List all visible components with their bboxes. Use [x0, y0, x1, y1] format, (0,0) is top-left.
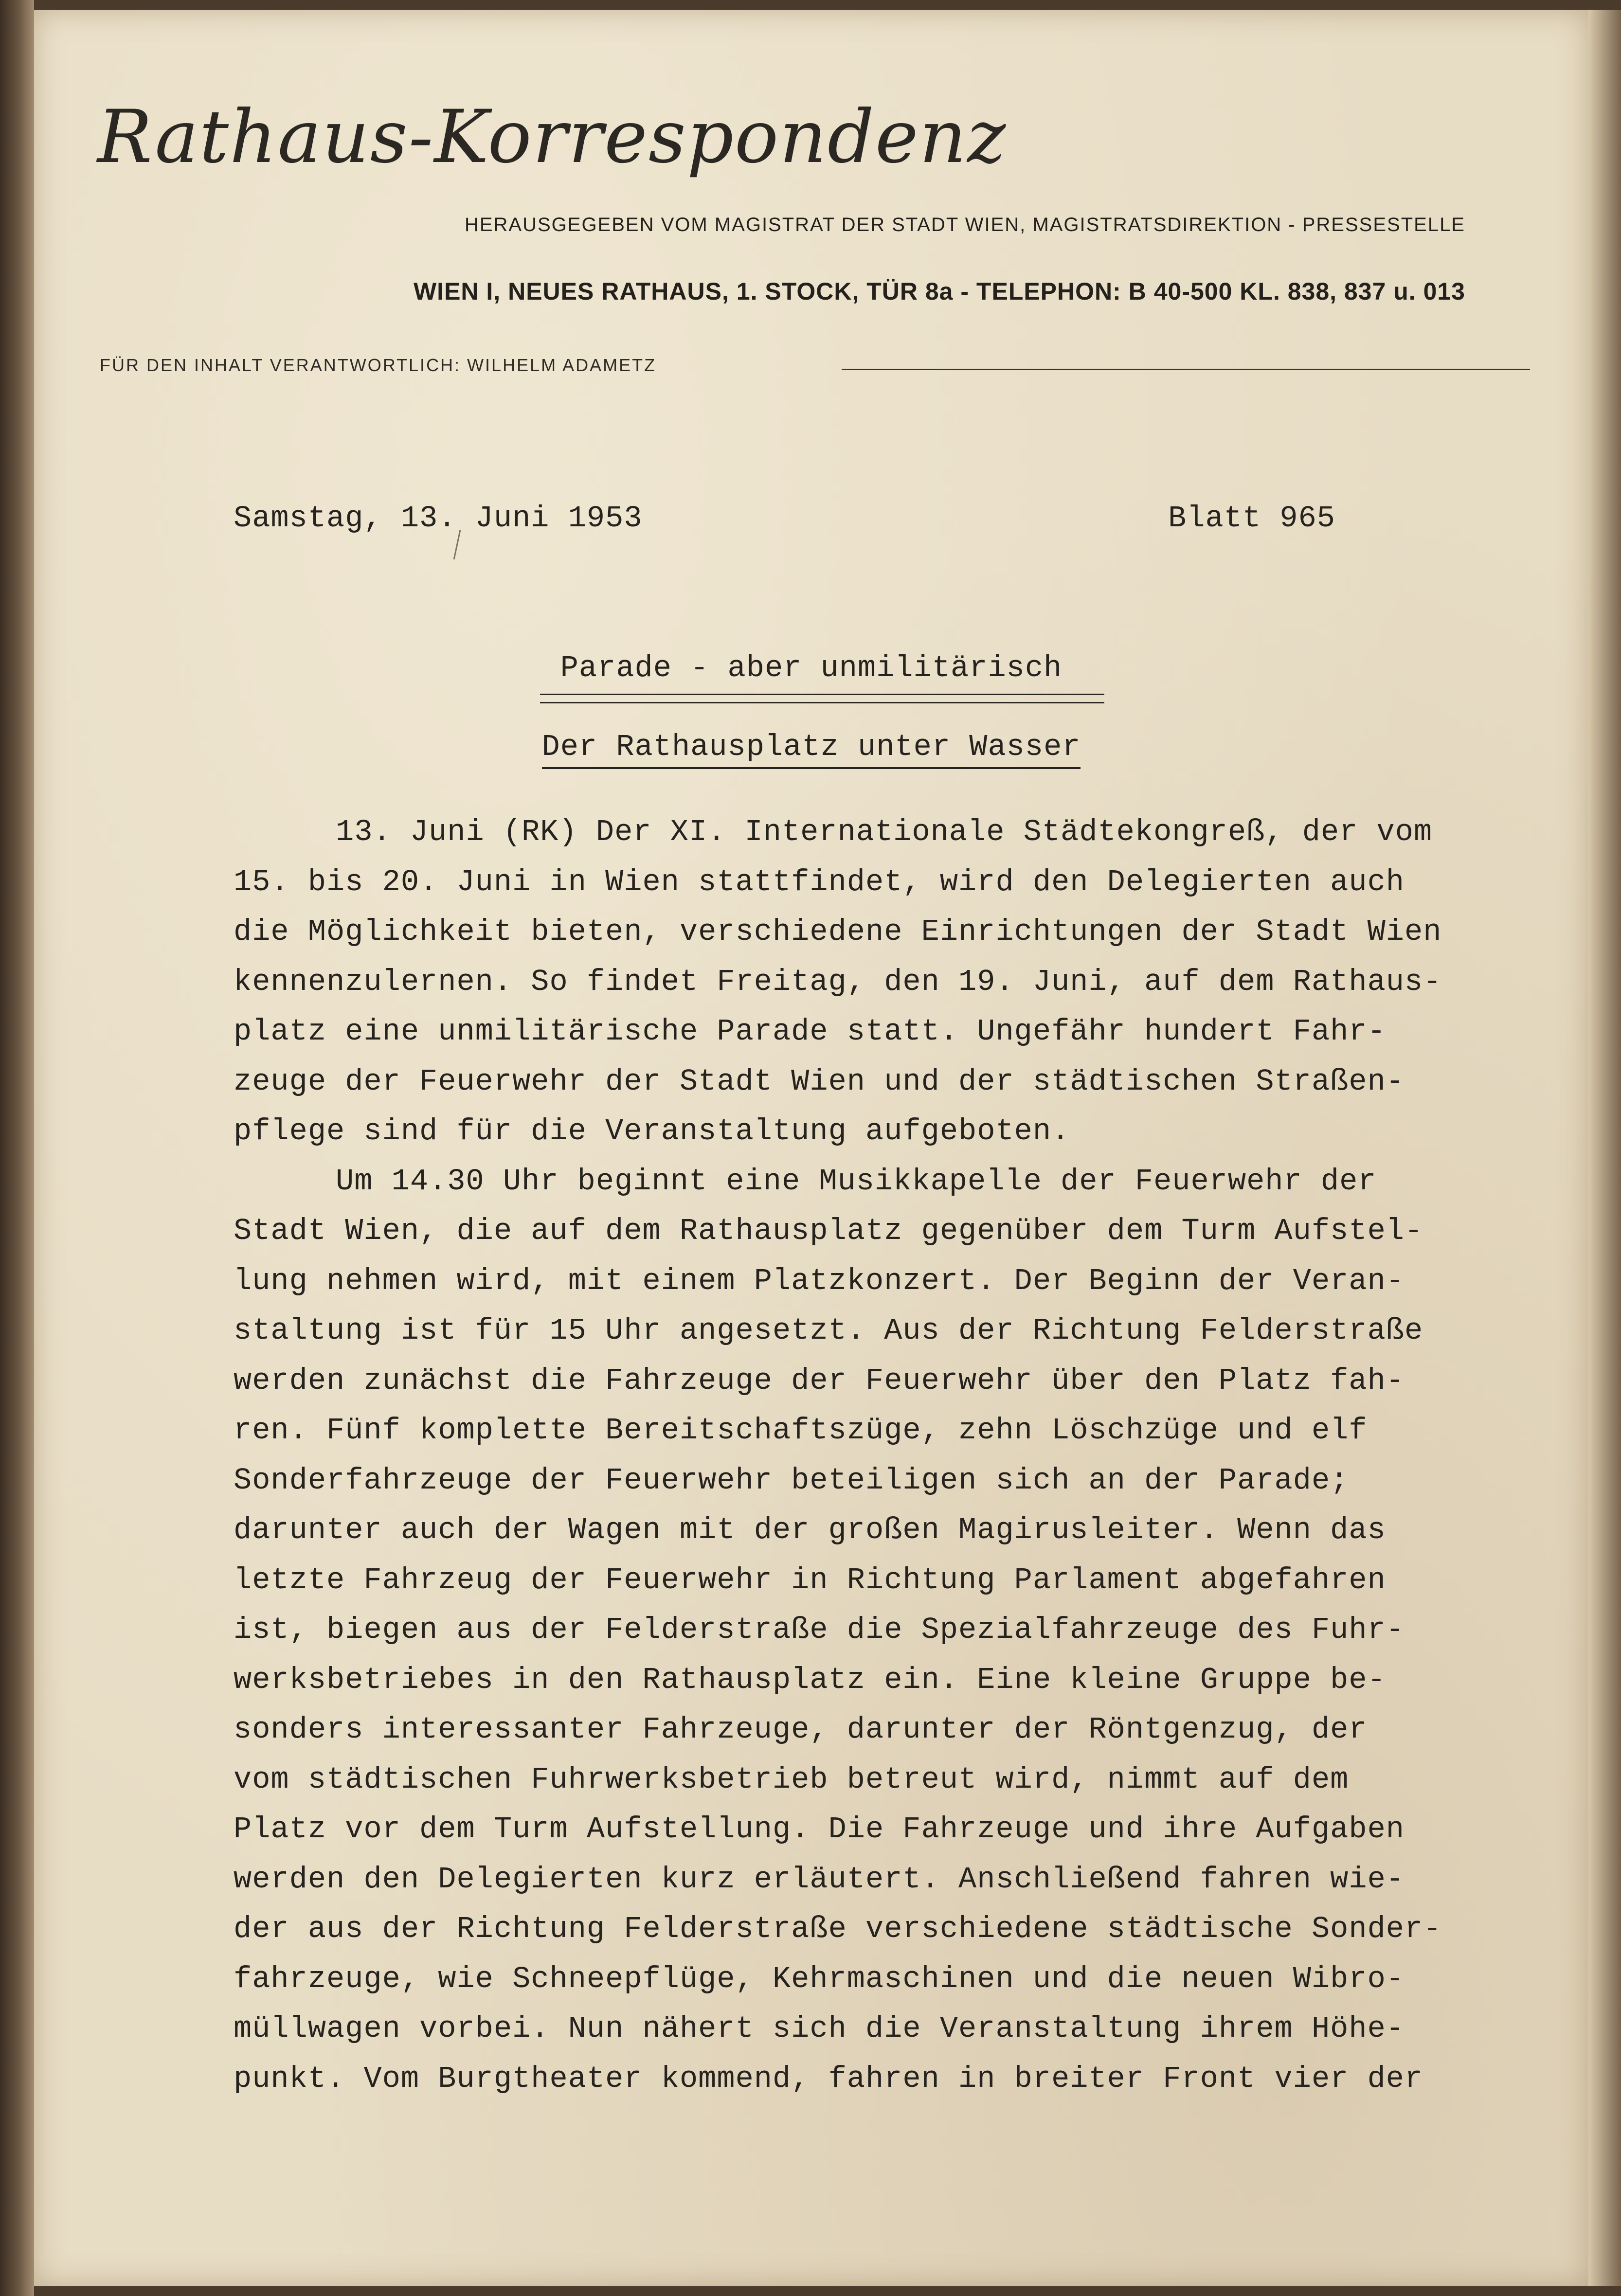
body-line: der aus der Richtung Felderstraße verschiedene städtische Sonder- — [234, 1912, 1442, 1946]
body-line: letzte Fahrzeug der Feuerwehr in Richtung Parlament abgefahren — [234, 1562, 1386, 1597]
subheadline: Der Rathausplatz unter Wasser — [542, 730, 1081, 769]
body-line: platz eine unmilitärische Parade statt. Ungefähr hundert Fahr- — [234, 1014, 1386, 1049]
document-page — [34, 10, 1588, 2286]
body-line: vom städtischen Fuhrwerksbetrieb betreut wird, nimmt auf dem — [234, 1762, 1349, 1797]
article-body — [234, 807, 1557, 2104]
body-line: Stadt Wien, die auf dem Rathausplatz gegenüber dem Turm Aufstel- — [234, 1214, 1423, 1248]
body-line: werksbetriebes in den Rathausplatz ein. Eine kleine Gruppe be- — [234, 1662, 1386, 1697]
body-line: staltung ist für 15 Uhr angesetzt. Aus der Richtung Felderstraße — [234, 1313, 1423, 1348]
body-line: kennenzulernen. So findet Freitag, den 19. Juni, auf dem Rathaus- — [234, 964, 1442, 999]
body-line: müllwagen vorbei. Nun nähert sich die Veranstaltung ihrem Höhe- — [234, 2011, 1405, 2046]
body-line: lung nehmen wird, mit einem Platzkonzert. Der Beginn der Veran- — [234, 1263, 1405, 1298]
body-line: ist, biegen aus der Felderstraße die Spezialfahrzeuge des Fuhr- — [234, 1613, 1405, 1647]
body-line: punkt. Vom Burgtheater kommend, fahren in breiter Front vier der — [234, 2061, 1423, 2096]
book-binding — [0, 0, 34, 2296]
body-line: 13. Juni (RK) Der XI. Internationale Städtekongreß, der vom — [336, 815, 1433, 849]
body-line: fahrzeuge, wie Schneepflüge, Kehrmaschinen und die neuen Wibro- — [234, 1961, 1405, 1996]
responsible-editor: FÜR DEN INHALT VERANTWORTLICH: WILHELM ADAMETZ — [100, 355, 657, 375]
body-line: Sonderfahrzeuge der Feuerwehr beteiligen sich an der Parade; — [234, 1463, 1349, 1498]
body-line: zeuge der Feuerwehr der Stadt Wien und der städtischen Straßen- — [234, 1064, 1405, 1099]
body-line: pflege sind für die Veranstaltung aufgeboten. — [234, 1114, 1070, 1148]
body-line: 15. bis 20. Juni in Wien stattfindet, wird den Delegierten auch — [234, 864, 1405, 899]
body-line: darunter auch der Wagen mit der großen Magirusleiter. Wenn das — [234, 1513, 1386, 1547]
date-line: Samstag, 13. Juni 1953 — [234, 501, 643, 536]
body-line: Platz vor dem Turm Aufstellung. Die Fahrzeuge und ihre Aufgaben — [234, 1812, 1405, 1847]
sheet-number: Blatt 965 — [1168, 501, 1335, 536]
body-line: die Möglichkeit bieten, verschiedene Einrichtungen der Stadt Wien — [234, 915, 1442, 949]
body-line: werden zunächst die Fahrzeuge der Feuerwehr über den Platz fah- — [234, 1363, 1405, 1398]
subheadline-wrapper — [34, 730, 1588, 764]
page-edge — [1588, 10, 1621, 2286]
address-line: WIEN I, NEUES RATHAUS, 1. STOCK, TÜR 8a - TELEPHON: B 40-500 KL. 838, 837 u. 013 — [413, 278, 1465, 305]
signature-rule — [842, 369, 1530, 370]
headline: Parade - aber unmilitärisch — [560, 651, 1063, 685]
body-line: sonders interessanter Fahrzeuge, darunter der Röntgenzug, der — [234, 1712, 1368, 1747]
body-line: ren. Fünf komplette Bereitschaftszüge, zehn Löschzüge und elf — [234, 1413, 1368, 1448]
body-line: werden den Delegierten kurz erläutert. Anschließend fahren wie- — [234, 1862, 1405, 1897]
masthead-title: Rathaus-Korrespondenz — [97, 95, 1007, 179]
headline-double-rule — [540, 694, 1104, 703]
publisher-line: HERAUSGEGEBEN VOM MAGISTRAT DER STADT WIEN, MAGISTRATSDIREKTION - PRESSESTELLE — [464, 214, 1465, 235]
body-line: Um 14.30 Uhr beginnt eine Musikkapelle der Feuerwehr der — [336, 1164, 1377, 1199]
